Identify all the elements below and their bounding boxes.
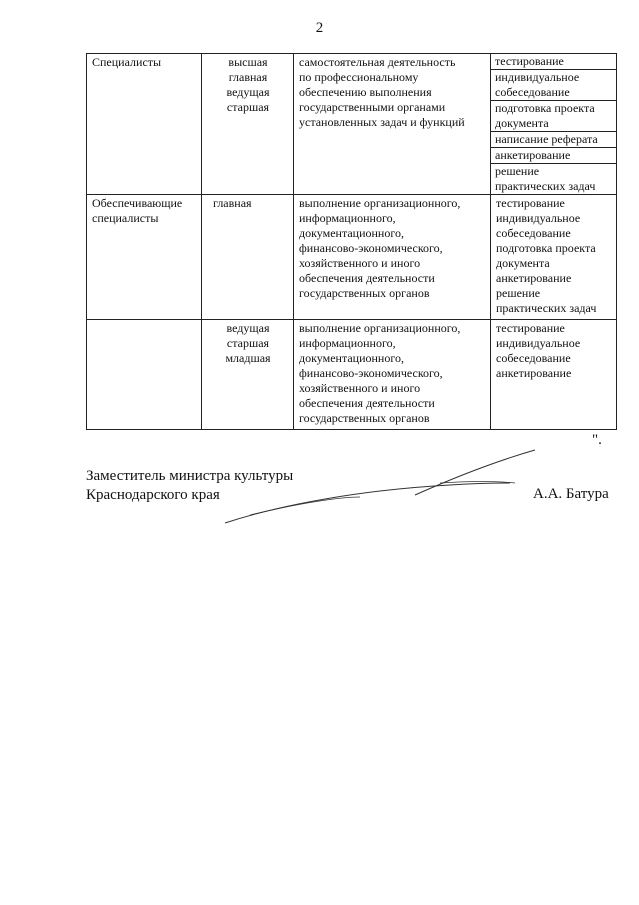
methods-list: [491, 54, 616, 194]
page-number: 2: [315, 20, 324, 36]
description-line: финансово-экономического,: [299, 241, 443, 255]
method-line: индивидуальное: [495, 70, 580, 84]
signatory-position-line-1: Заместитель министра культуры: [86, 468, 294, 484]
method-line: тестирование: [495, 54, 564, 68]
table-body: [87, 54, 617, 430]
description-line: информационного,: [299, 336, 396, 350]
method-line: тестирование: [496, 196, 565, 210]
description-line: обеспечения деятельности: [299, 396, 435, 410]
description-line: государственных органов: [299, 286, 430, 300]
method-line: практических задач: [495, 179, 596, 193]
handwritten-signature: [220, 445, 540, 530]
description-line: по профессиональному: [299, 70, 419, 84]
method-item: [491, 132, 616, 148]
method-item: [491, 148, 616, 164]
description-line: государственными органами: [299, 100, 446, 114]
method-item: [496, 366, 612, 381]
method-item: [496, 196, 612, 211]
methods-list: [496, 196, 612, 316]
description-line: самостоятельная деятельность: [299, 55, 456, 69]
closing-quote-mark: ".: [592, 432, 602, 448]
description-cell: [294, 320, 491, 430]
method-line: подготовка проекта: [495, 101, 595, 115]
description-line: обеспечения деятельности: [299, 271, 435, 285]
group-line: ведущая: [226, 85, 270, 99]
methods-cell: [491, 320, 617, 430]
method-line: практических задач: [496, 301, 597, 315]
method-line: собеседование: [496, 351, 571, 365]
description-line: государственных органов: [299, 411, 430, 425]
description-line: обеспечению выполнения: [299, 85, 432, 99]
method-item: [491, 54, 616, 70]
description-line: документационного,: [299, 351, 404, 365]
method-line: написание реферата: [495, 132, 598, 146]
group-line: младшая: [225, 351, 271, 365]
description-cell: [294, 195, 491, 320]
method-line: собеседование: [496, 226, 571, 240]
method-line: решение: [495, 164, 540, 178]
group-line: высшая: [228, 55, 268, 69]
methods-list: [496, 321, 612, 381]
group-cell: [202, 320, 294, 430]
group-line: старшая: [226, 100, 270, 114]
category-cell: [87, 54, 202, 195]
method-line: тестирование: [496, 321, 565, 335]
methods-cell: [491, 195, 617, 320]
category-line: специалисты: [92, 211, 159, 225]
method-item: [496, 336, 612, 366]
method-item: [496, 321, 612, 336]
groups-table: [86, 53, 617, 430]
methods-cell: [491, 54, 617, 195]
signatory-name: А.А. Батура: [533, 486, 609, 502]
description-line: хозяйственного и иного: [299, 381, 421, 395]
table-row: [87, 195, 617, 320]
method-line: документа: [496, 256, 550, 270]
method-line: анкетирование: [496, 366, 572, 380]
group-line: ведущая: [226, 321, 270, 335]
method-item: [496, 211, 612, 241]
category-cell: [87, 195, 202, 320]
method-item: [496, 241, 612, 271]
signatory-position-line-2: Краснодарского края: [86, 487, 220, 503]
description-cell: [294, 54, 491, 195]
method-item: [491, 101, 616, 132]
method-line: индивидуальное: [496, 336, 581, 350]
description-line: выполнение организационного,: [299, 196, 461, 210]
table-row: [87, 54, 617, 195]
category-line: Обеспечивающие: [92, 196, 183, 210]
group-line: старшая: [226, 336, 270, 350]
description-line: установленных задач и функций: [299, 115, 465, 129]
description-line: хозяйственного и иного: [299, 256, 421, 270]
method-line: документа: [495, 116, 549, 130]
method-line: анкетирование: [496, 271, 572, 285]
method-line: индивидуальное: [496, 211, 581, 225]
method-line: решение: [496, 286, 541, 300]
description-line: выполнение организационного,: [299, 321, 461, 335]
category-cell: [87, 320, 202, 430]
method-item: [496, 271, 612, 286]
group-line: главная: [213, 196, 252, 210]
method-item: [496, 286, 612, 316]
description-line: документационного,: [299, 226, 404, 240]
group-cell: [202, 195, 294, 320]
description-line: финансово-экономического,: [299, 366, 443, 380]
method-line: собеседование: [495, 85, 570, 99]
description-line: информационного,: [299, 211, 396, 225]
group-cell: [202, 54, 294, 195]
method-item: [491, 70, 616, 101]
group-line: главная: [228, 70, 268, 84]
table-row: [87, 320, 617, 430]
category-line: Специалисты: [92, 55, 162, 69]
method-line: анкетирование: [495, 148, 571, 162]
method-line: подготовка проекта: [496, 241, 596, 255]
method-item: [491, 164, 616, 194]
